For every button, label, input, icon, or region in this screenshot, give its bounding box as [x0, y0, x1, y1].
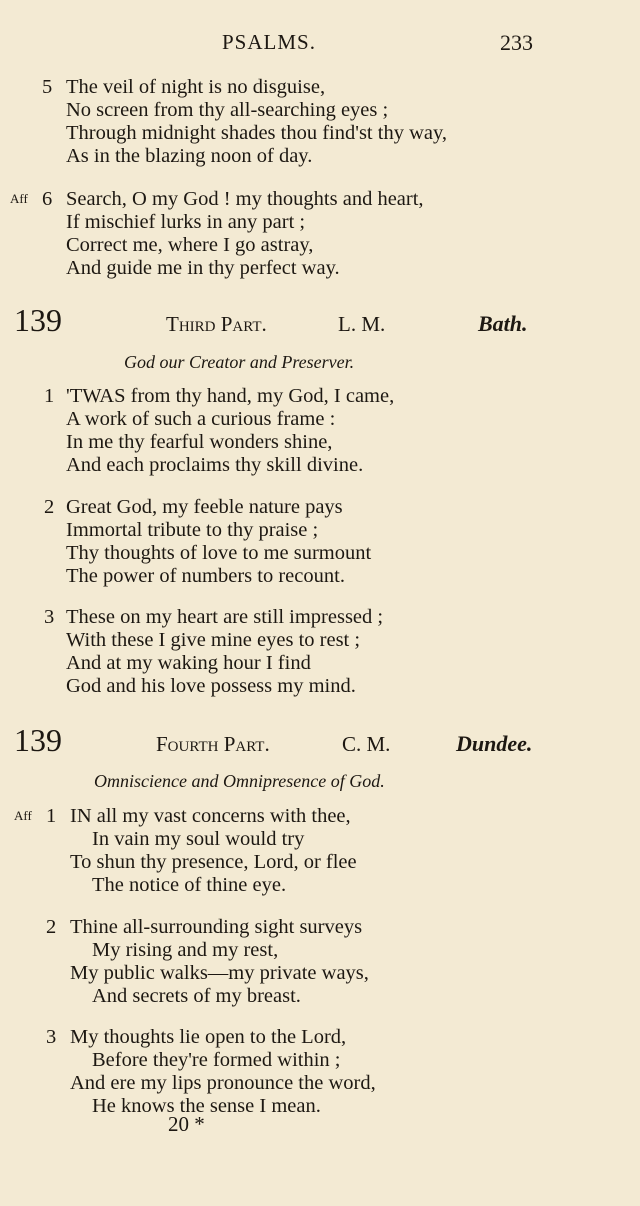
- stanza-number: 3: [46, 1026, 57, 1048]
- stanza-number: 1: [44, 385, 55, 407]
- verse-line: With these I give mine eyes to rest ;: [66, 629, 361, 651]
- signature-mark: 20 *: [168, 1112, 205, 1136]
- hymn-part: Third Part.: [166, 312, 267, 336]
- stanza-number: 5: [42, 76, 53, 98]
- hymn-number: 139: [14, 722, 62, 758]
- aff-mark: Aff: [14, 808, 32, 823]
- verse-line: Before they're formed within ;: [92, 1049, 341, 1071]
- verse-line: And at my waking hour I find: [66, 652, 311, 674]
- verse-line: As in the blazing noon of day.: [66, 145, 313, 167]
- verse-line: To shun thy presence, Lord, or flee: [70, 851, 357, 873]
- stanza-number: 2: [46, 916, 57, 938]
- verse-line: Great God, my feeble nature pays: [66, 496, 343, 518]
- verse-line: My rising and my rest,: [92, 939, 279, 961]
- aff-mark: Aff: [10, 191, 28, 206]
- verse-line: Through midnight shades thou find'st thy way,: [66, 122, 448, 144]
- page-number: 233: [500, 30, 533, 55]
- verse-line: The power of numbers to recount.: [66, 565, 345, 587]
- verse-line: Search, O my God ! my thoughts and heart,: [66, 188, 424, 210]
- verse-line: Thine all-surrounding sight surveys: [70, 916, 363, 938]
- stanza-number: 1: [46, 805, 57, 827]
- hymn-subtitle: God our Creator and Preserver.: [124, 352, 355, 372]
- verse-line: My public walks—my private ways,: [70, 962, 369, 984]
- hymn-meter: L. M.: [338, 312, 386, 336]
- tune-name: Dundee.: [456, 731, 533, 756]
- verse-line: Correct me, where I go astray,: [66, 234, 314, 256]
- verse-line: In vain my soul would try: [92, 828, 305, 850]
- stanza-number: 3: [44, 606, 55, 628]
- verse-line: A work of such a curious frame :: [66, 408, 336, 430]
- hymn-number: 139: [14, 302, 62, 338]
- hymn-subtitle: Omniscience and Omnipresence of God.: [94, 771, 385, 791]
- verse-line: 'TWAS from thy hand, my God, I came,: [66, 385, 395, 407]
- hymn-part: Fourth Part.: [156, 732, 270, 756]
- verse-line: If mischief lurks in any part ;: [66, 211, 306, 233]
- verse-line: And secrets of my breast.: [92, 985, 301, 1007]
- verse-line: These on my heart are still impressed ;: [66, 606, 384, 628]
- verse-line: And ere my lips pronounce the word,: [70, 1072, 376, 1094]
- tune-name: Bath.: [478, 311, 528, 336]
- running-head: [0, 30, 640, 58]
- verse-line: IN all my vast concerns with thee,: [70, 805, 351, 827]
- running-title: PSALMS.: [222, 30, 316, 54]
- verse-line: No screen from thy all-searching eyes ;: [66, 99, 389, 121]
- verse-line: The notice of thine eye.: [92, 874, 287, 896]
- verse-line: The veil of night is no disguise,: [66, 76, 326, 98]
- hymn-meter: C. M.: [342, 732, 391, 756]
- verse-line: God and his love possess my mind.: [66, 675, 356, 697]
- verse-line: And each proclaims thy skill divine.: [66, 454, 364, 476]
- stanza-number: 2: [44, 496, 55, 518]
- verse-line: Immortal tribute to thy praise ;: [66, 519, 319, 541]
- verse-line: And guide me in thy perfect way.: [66, 257, 340, 279]
- verse-line: He knows the sense I mean.: [92, 1095, 321, 1117]
- stanza-number: 6: [42, 188, 53, 210]
- verse-line: My thoughts lie open to the Lord,: [70, 1026, 347, 1048]
- verse-line: In me thy fearful wonders shine,: [66, 431, 333, 453]
- verse-line: Thy thoughts of love to me surmount: [66, 542, 372, 564]
